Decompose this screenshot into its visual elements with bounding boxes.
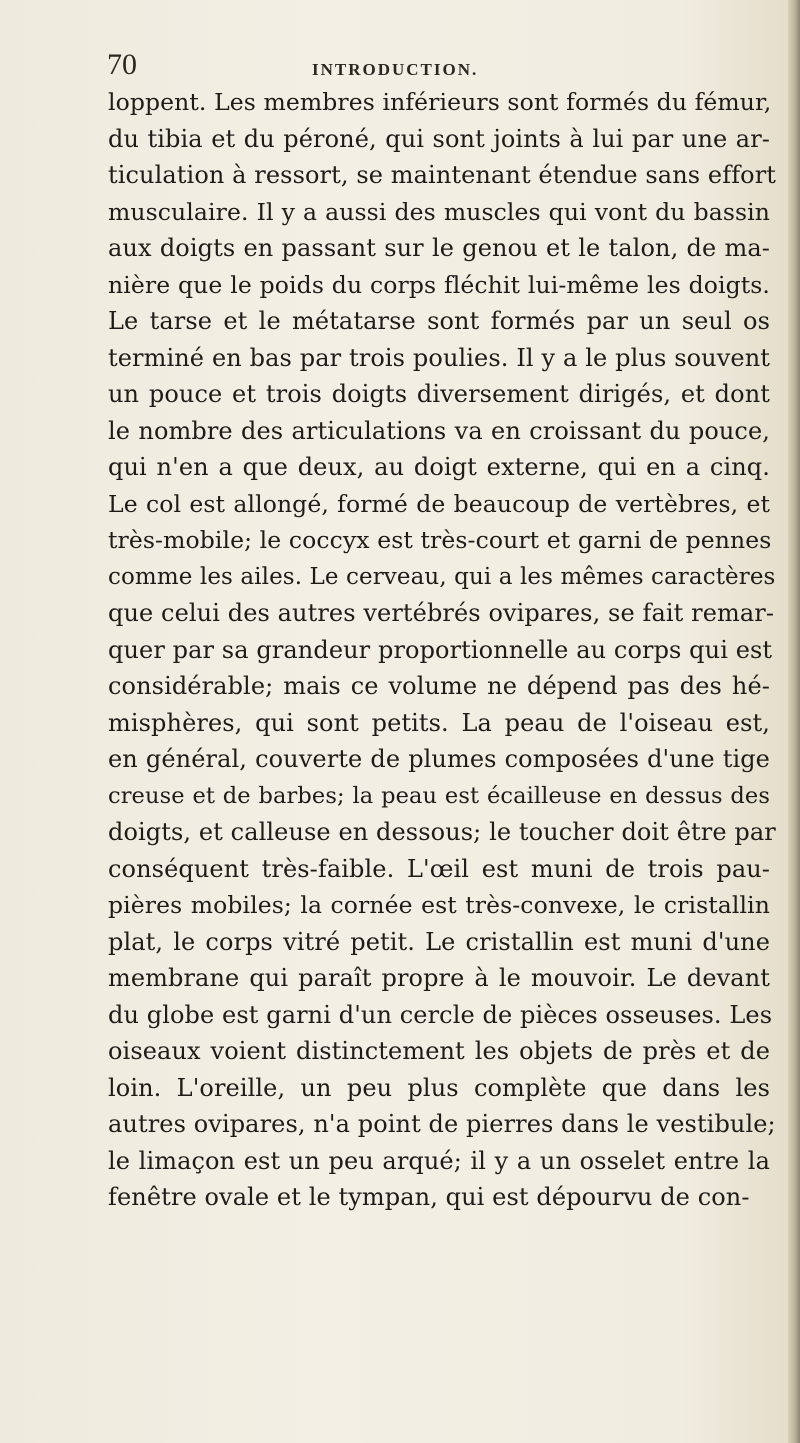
text-line: qui n'en a que deux, au doigt externe, qui en a cinq. [108, 453, 770, 481]
text-line: comme les ailes. Le cerveau, qui a les mêmes caractères [108, 563, 776, 590]
page-header [107, 48, 667, 88]
text-line: terminé en bas par trois poulies. Il y a le plus souvent [108, 343, 770, 372]
running-head: INTRODUCTION. [312, 60, 479, 79]
text-line: conséquent très-faible. L'œil est muni de trois pau- [108, 854, 770, 883]
text-line: considérable; mais ce volume ne dépend pas des hé- [108, 672, 770, 700]
text-line: Le tarse et le métatarse sont formés par un seul os [108, 307, 770, 335]
text-line: un pouce et trois doigts diversement dirigés, et dont [108, 380, 770, 408]
text-line: creuse et de barbes; la peau est écailleuse en dessus des [108, 782, 770, 809]
text-line: fenêtre ovale et le tympan, qui est dépourvu de con- [108, 1183, 750, 1211]
text-line: en général, couverte de plumes composées d'une tige [108, 745, 770, 773]
text-line: pières mobiles; la cornée est très-convexe, le cristallin [108, 891, 770, 919]
text-line: du globe est garni d'un cercle de pièces osseuses. Les [108, 1000, 773, 1029]
text-line: autres ovipares, n'a point de pierres dans le vestibule; [108, 1110, 776, 1138]
page-number: 70 [107, 48, 137, 81]
text-line: Le col est allongé, formé de beaucoup de vertèbres, et [108, 489, 770, 518]
text-line: le limaçon est un peu arqué; il y a un osselet entre la [108, 1146, 770, 1175]
text-line: loin. L'oreille, un peu plus complète que dans les [108, 1073, 770, 1102]
text-line: très-mobile; le coccyx est très-court et garni de pennes [108, 526, 772, 554]
text-line: du tibia et du péroné, qui sont joints à lui par une ar- [108, 124, 770, 153]
text-line: musculaire. Il y a aussi des muscles qui vont du bassin [108, 197, 770, 226]
text-line: quer par sa grandeur proportionnelle au corps qui est [108, 635, 773, 664]
text-line: plat, le corps vitré petit. Le cristallin est muni d'une [108, 927, 770, 956]
page-edge-shadow [788, 0, 800, 1443]
text-line: le nombre des articulations va en croissant du pouce, [108, 416, 770, 445]
text-line: oiseaux voient distinctement les objets de près et de [108, 1037, 770, 1065]
text-line: nière que le poids du corps fléchit lui-même les doigts. [108, 270, 770, 299]
text-line: membrane qui paraît propre à le mouvoir. Le devant [108, 964, 770, 992]
body-text [108, 84, 777, 1216]
text-line: doigts, et calleuse en dessous; le toucher doit être par [108, 818, 776, 846]
text-line: misphères, qui sont petits. La peau de l'oiseau est, [108, 708, 770, 737]
text-line: ticulation à ressort, se maintenant étendue sans effort [108, 161, 777, 189]
text-line: aux doigts en passant sur le genou et le talon, de ma- [108, 234, 770, 262]
text-line: que celui des autres vertébrés ovipares, se fait remar- [108, 599, 775, 627]
text-line: loppent. Les membres inférieurs sont formés du fémur, [108, 88, 772, 116]
